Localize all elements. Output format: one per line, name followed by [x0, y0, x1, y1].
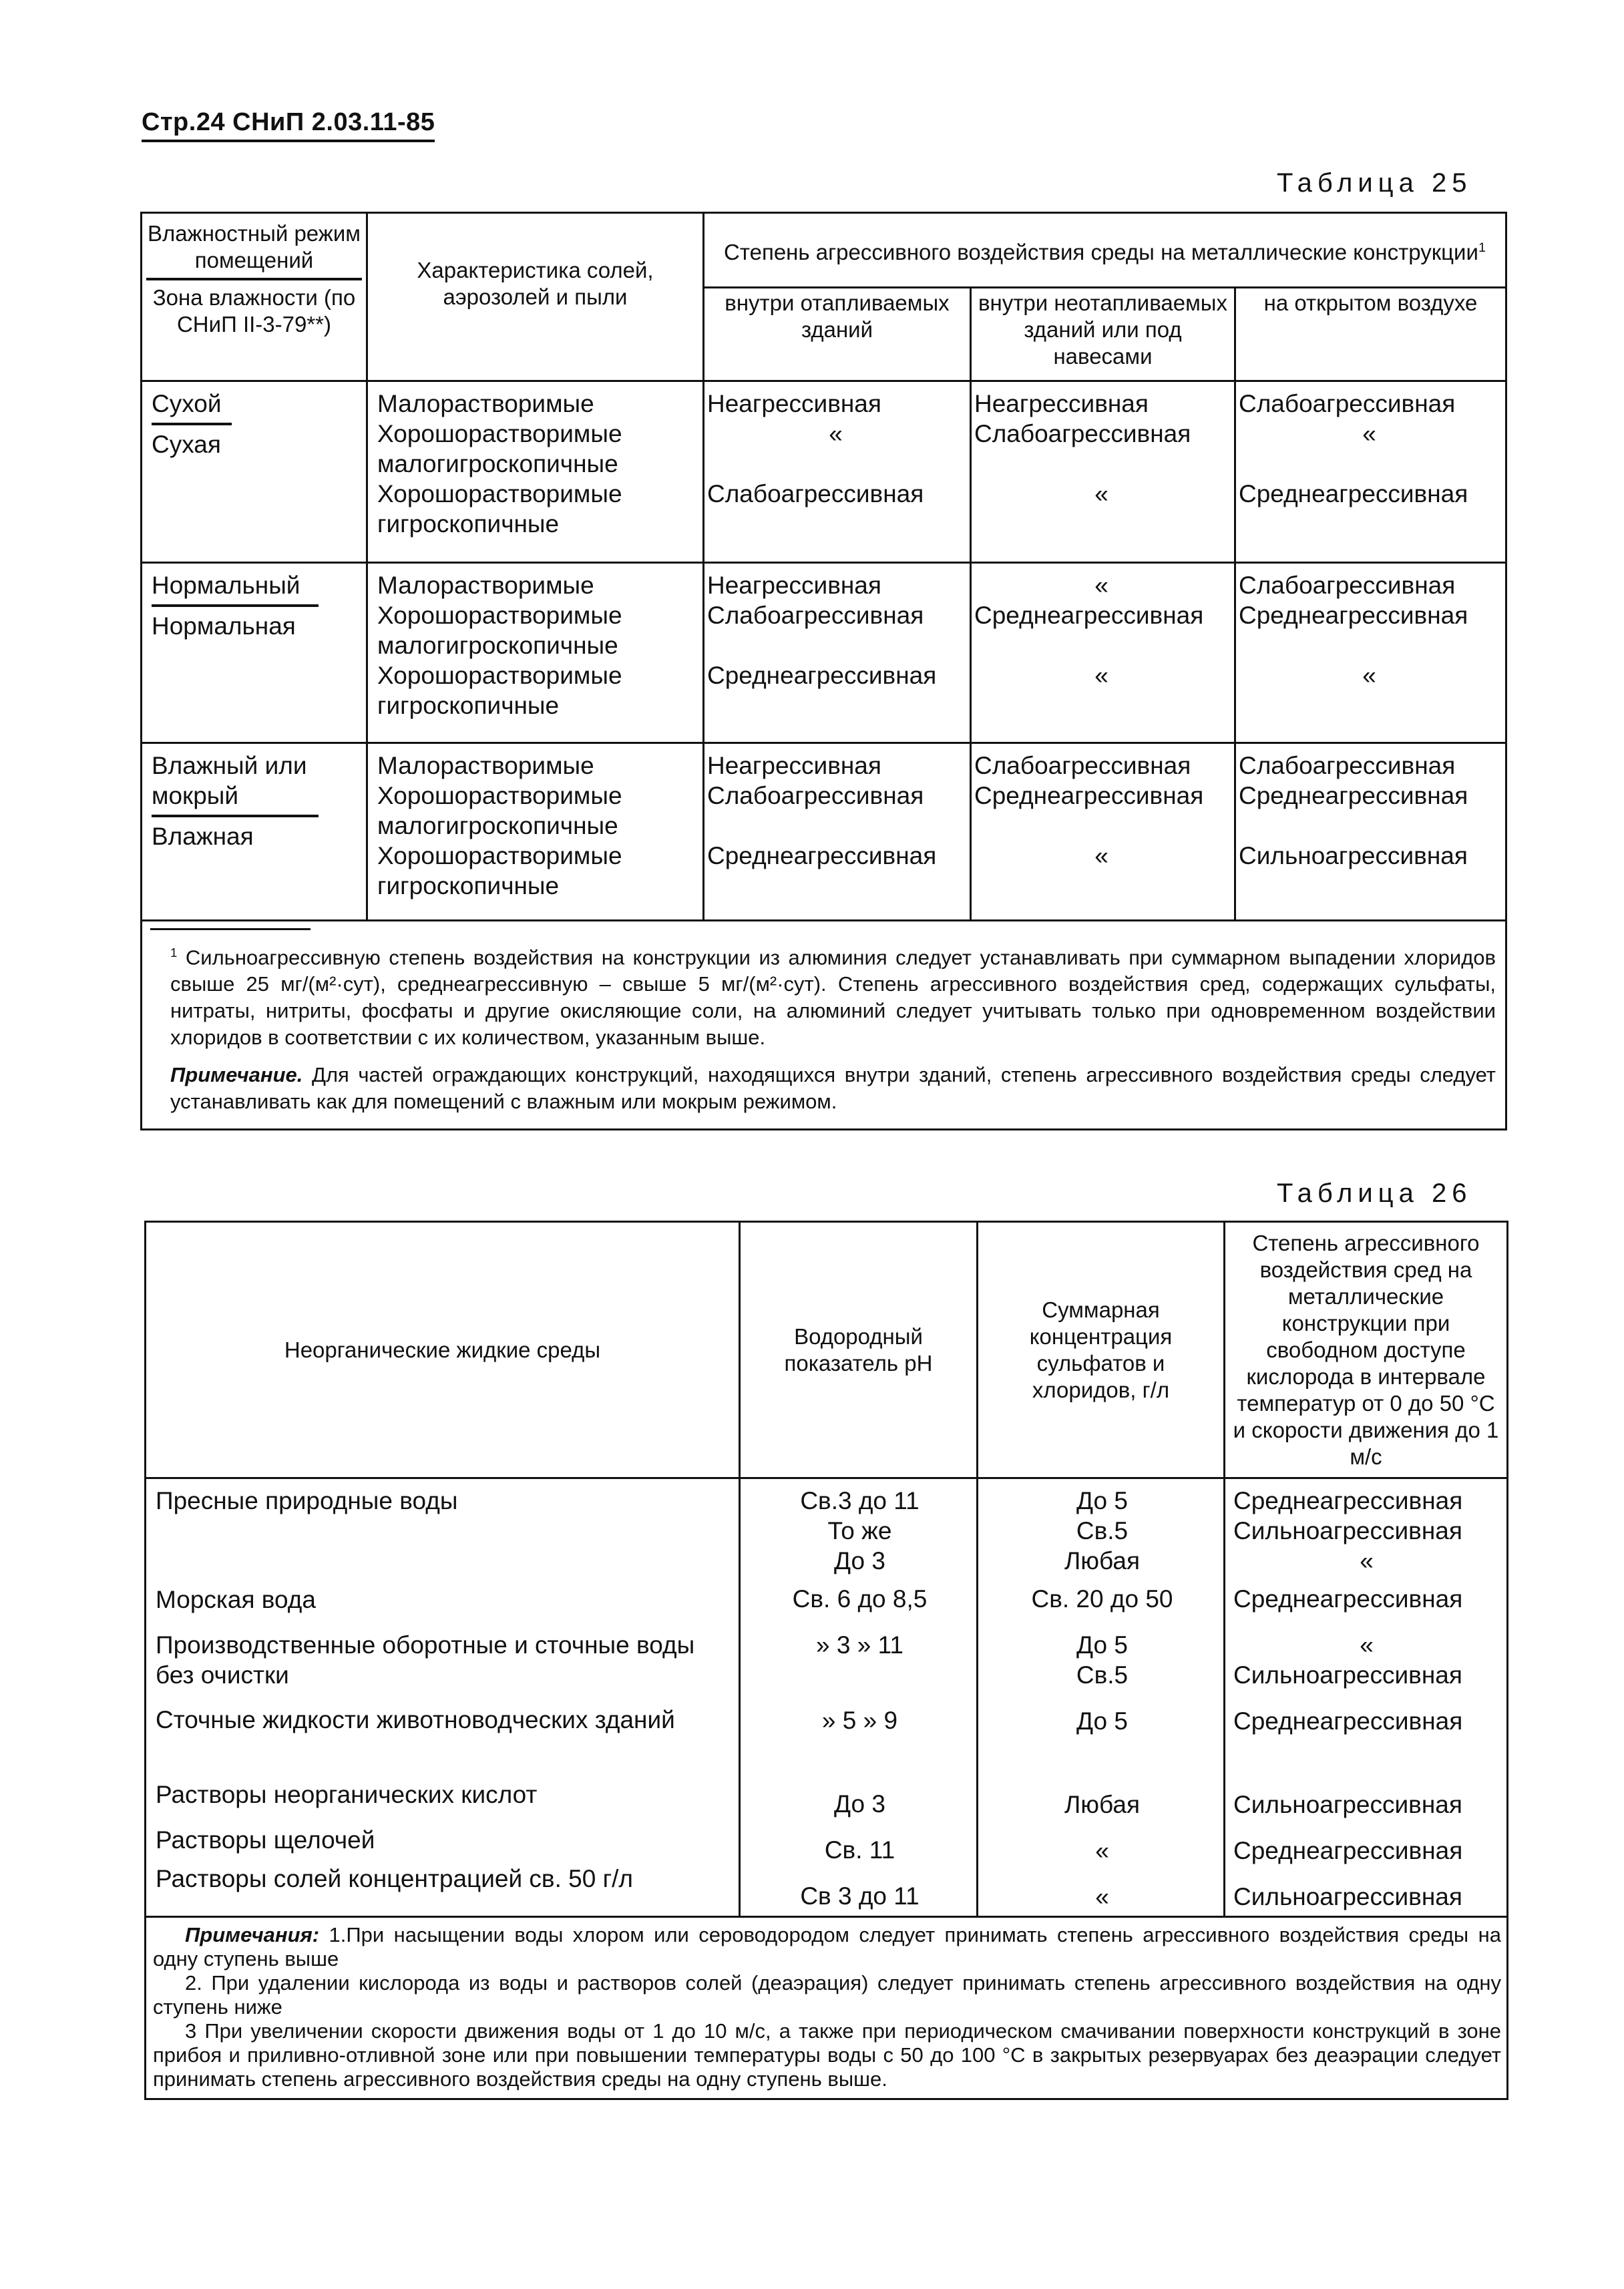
conc-cell: До 5 Св.5 Любая Св. 20 до 50 До 5 Св.5 До 5 Любая « « — [978, 1478, 1225, 1917]
table-notes-row — [146, 1917, 1508, 2099]
table-row — [146, 1478, 1508, 1917]
header-humidity — [142, 213, 367, 381]
note-3: 3 При увеличении скорости движения воды от 1 до 10 м/с, а также при периодическом смачивании поверхности конструкций в зоне прибоя и приливно-отливной зоне или при повышении температуры воды с 50 до 100 °С в закрытых резервуарах без деаэрации следует принимать степень агрессивного воздействия среды на одну ступень выше. — [153, 2019, 1501, 2091]
heated-cell: Неагрессивная Слабоагрессивная Среднеагрессивная — [704, 563, 971, 743]
header-humidity-zone: Зона влажности (по СНиП II-3-79**) — [152, 285, 356, 337]
unheated-cell: Слабоагрессивная Среднеагрессивная « — [971, 743, 1235, 921]
salts-cell: Малорастворимые Хорошорастворимые малогигроскопичные Хорошорастворимые гигроскопичные — [367, 563, 704, 743]
page-header: Стр.24 СНиП 2.03.11-85 — [142, 108, 435, 142]
note-1: Примечания: 1.При насыщении воды хлором или сероводородом следует принимать степень агрессивного воздействия среды на одну ступень выше — [153, 1923, 1501, 1970]
outdoor-cell: Слабоагрессивная Среднеагрессивная « — [1235, 563, 1506, 743]
salts-cell: Малорастворимые Хорошорастворимые малогигроскопичные Хорошорастворимые гигроскопичные — [367, 743, 704, 921]
header-degree: Степень агрессивного воздействия среды на металлические конструкции$^1$ — [704, 213, 1506, 288]
footnote: $^1$ Сильноагрессивную степень воздействия на конструкции из алюминия следует устанавливать при суммарном выпадении хлоридов свыше 25 мг/(м²·сут), среднеагрессивную – свыше 5 мг/(м²·сут). Степень агрессивного воздействия сред, содержащих сульфаты, нитраты, нитриты, фосфаты и другие окисляющие соли, на алюминий следует учитывать только при одновременном воздействии хлоридов в соответствии с их количеством, указанным выше. — [170, 946, 1496, 1050]
unheated-cell: Неагрессивная Слабоагрессивная « — [971, 381, 1235, 563]
outdoor-cell: Слабоагрессивная Среднеагрессивная Сильноагрессивная — [1235, 743, 1506, 921]
table-25 — [140, 212, 1507, 1130]
header-media: Неорганические жидкие среды — [146, 1222, 740, 1478]
table-25-notes — [142, 921, 1506, 1130]
outdoor-cell: Слабоагрессивная « Среднеагрессивная — [1235, 381, 1506, 563]
table-row — [142, 563, 1506, 743]
regime-cell: Сухой Сухая — [142, 381, 367, 563]
table-row — [142, 743, 1506, 921]
salts-cell: Малорастворимые Хорошорастворимые малогигроскопичные Хорошорастворимые гигроскопичные — [367, 381, 704, 563]
footnote-rule — [150, 928, 311, 930]
header-unheated: внутри неотапливаемых зданий или под навесами — [971, 288, 1235, 381]
header-outdoor: на открытом воздухе — [1235, 288, 1506, 381]
heated-cell: Неагрессивная Слабоагрессивная Среднеагрессивная — [704, 743, 971, 921]
ph-cell: Св.3 до 11 То же До 3 Св. 6 до 8,5 » 3 » 11 » 5 » 9 До 3 Св. 11 Св 3 до 11 — [740, 1478, 978, 1917]
table-25-caption: Таблица 25 — [1277, 168, 1472, 198]
unheated-cell: « Среднеагрессивная « — [971, 563, 1235, 743]
regime-cell: Влажный или мокрый Влажная — [142, 743, 367, 921]
table-notes-row — [142, 921, 1506, 1130]
regime-cell: Нормальный Нормальная — [142, 563, 367, 743]
header-ph: Водородный показатель рН — [740, 1222, 978, 1478]
table-26-caption: Таблица 26 — [1277, 1179, 1472, 1208]
heated-cell: Неагрессивная « Слабоагрессивная — [704, 381, 971, 563]
table-26-notes — [146, 1917, 1508, 2099]
header-conc: Суммарная концентрация сульфатов и хлоридов, г/л — [978, 1222, 1225, 1478]
header-heated: внутри отапливаемых зданий — [704, 288, 971, 381]
table-25-note: Примечание. Для частей ограждающих конструкций, находящихся внутри зданий, степень агрессивного воздействия среды следует устанавливать как для помещений с влажным или мокрым режимом. — [170, 1063, 1496, 1114]
media-cell: Пресные природные воды Морская вода Производственные оборотные и сточные воды без очистки Сточные жидкости животноводческих зданий Растворы неорганических кислот Растворы щелочей Растворы солей концентрацией св. 50 г/л — [146, 1478, 740, 1917]
header-salts: Характеристика солей, аэрозолей и пыли — [367, 213, 704, 381]
table-26 — [144, 1221, 1508, 2100]
header-degree-26: Степень агрессивного воздействия сред на металлические конструкции при свободном доступе кислорода в интервале температур от 0 до 50 °С и скорости движения до 1 м/с — [1225, 1222, 1508, 1478]
header-humidity-regime: Влажностный режим помещений — [146, 220, 362, 280]
note-2: 2. При удалении кислорода из воды и растворов солей (деаэрация) следует принимать степень агрессивного воздействия на одну ступень ниже — [153, 1971, 1501, 2019]
degree-cell: Среднеагрессивная Сильноагрессивная « Среднеагрессивная « Сильноагрессивная Среднеагрессивная Сильноагрессивная Среднеагрессивная Сильноагрессивная — [1225, 1478, 1508, 1917]
table-row — [142, 381, 1506, 563]
